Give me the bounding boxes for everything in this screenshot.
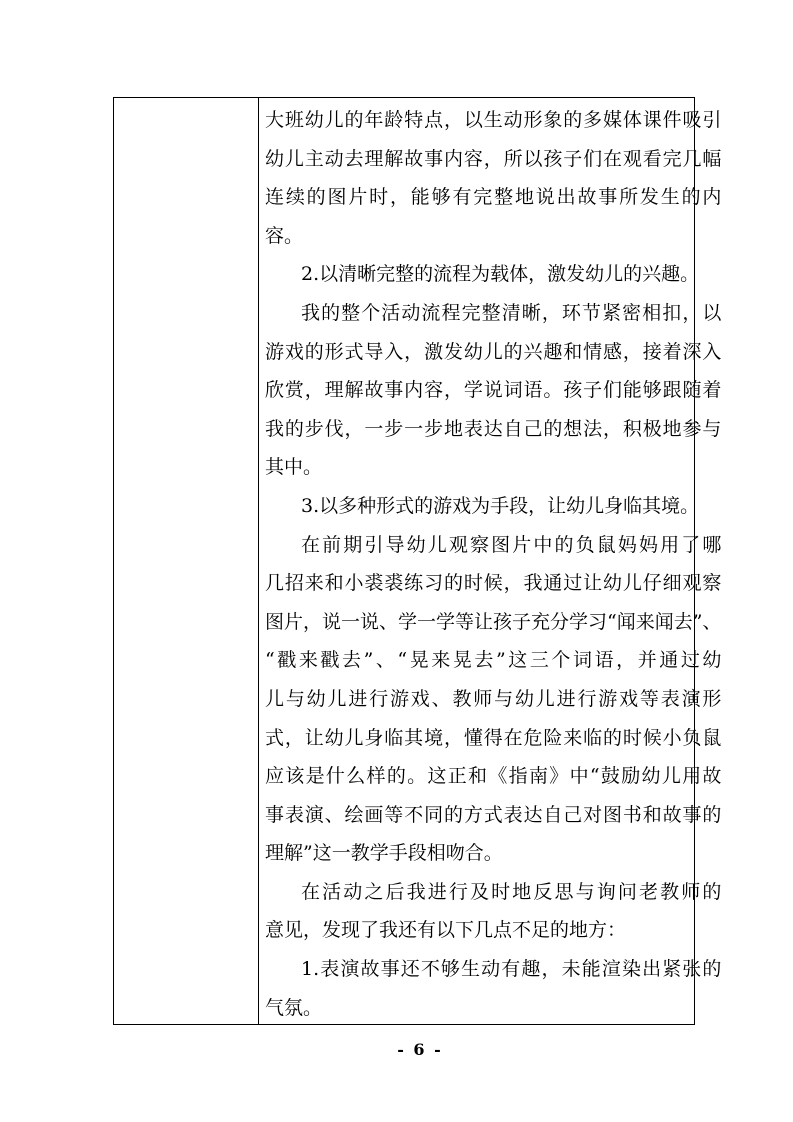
text-line: “戳来戳去”、“晃来晃去”这三个词语，并通过幼 xyxy=(265,649,722,672)
text-line: 事表演、绘画等不同的方式表达自己对图书和故事的 xyxy=(265,803,722,826)
text-line: 我的步伐，一步一步地表达自己的想法，积极地参与 xyxy=(265,417,722,440)
text-line: 幼儿主动去理解故事内容，所以孩子们在观看完几幅 xyxy=(265,147,722,170)
text-line: 意见，发现了我还有以下几点不足的地方： xyxy=(265,919,627,942)
text-line: 大班幼儿的年龄特点，以生动形象的多媒体课件吸引 xyxy=(265,109,722,131)
text-line: 我的整个活动流程完整清晰，环节紧密相扣，以 xyxy=(301,301,722,324)
text-line: 式，让幼儿身临其境，懂得在危险来临的时候小负鼠 xyxy=(265,726,722,749)
text-line: 图片，说一说、学一学等让孩子充分学习“闻来闻去”、 xyxy=(265,610,722,633)
text-line: 欣赏，理解故事内容，学说词语。孩子们能够跟随着 xyxy=(265,379,722,402)
text-line: 理解”这一教学手段相吻合。 xyxy=(265,842,503,865)
table-label-cell xyxy=(114,98,259,1024)
table-content-cell xyxy=(259,98,725,1024)
text-line: 在前期引导幼儿观察图片中的负鼠妈妈用了哪 xyxy=(301,533,722,556)
text-line: 几招来和小裘裘练习的时候，我通过让幼儿仔细观察 xyxy=(265,572,722,595)
text-line: 其中。 xyxy=(265,456,323,479)
section-heading-line: 2.以清晰完整的流程为载体，激发幼儿的兴趣。 xyxy=(301,263,700,286)
text-line: 儿与幼儿进行游戏、教师与幼儿进行游戏等表演形 xyxy=(265,687,722,710)
text-line: 游戏的形式导入，激发幼儿的兴趣和情感，接着深入 xyxy=(265,340,722,363)
content-table xyxy=(113,97,722,1025)
text-line: 容。 xyxy=(265,224,304,247)
text-line: 应该是什么样的。这正和《指南》中“鼓励幼儿用故 xyxy=(265,765,722,788)
page-number: - 6 - xyxy=(397,1040,443,1059)
text-line: 在活动之后我进行及时地反思与询问老教师的 xyxy=(301,880,722,903)
text-line: 连续的图片时，能够有完整地说出故事所发生的内 xyxy=(265,186,722,209)
section-heading-line: 3.以多种形式的游戏为手段，让幼儿身临其境。 xyxy=(301,494,700,517)
text-line: 气氛。 xyxy=(265,996,323,1019)
text-line: 1.表演故事还不够生动有趣，未能渲染出紧张的 xyxy=(301,958,722,981)
